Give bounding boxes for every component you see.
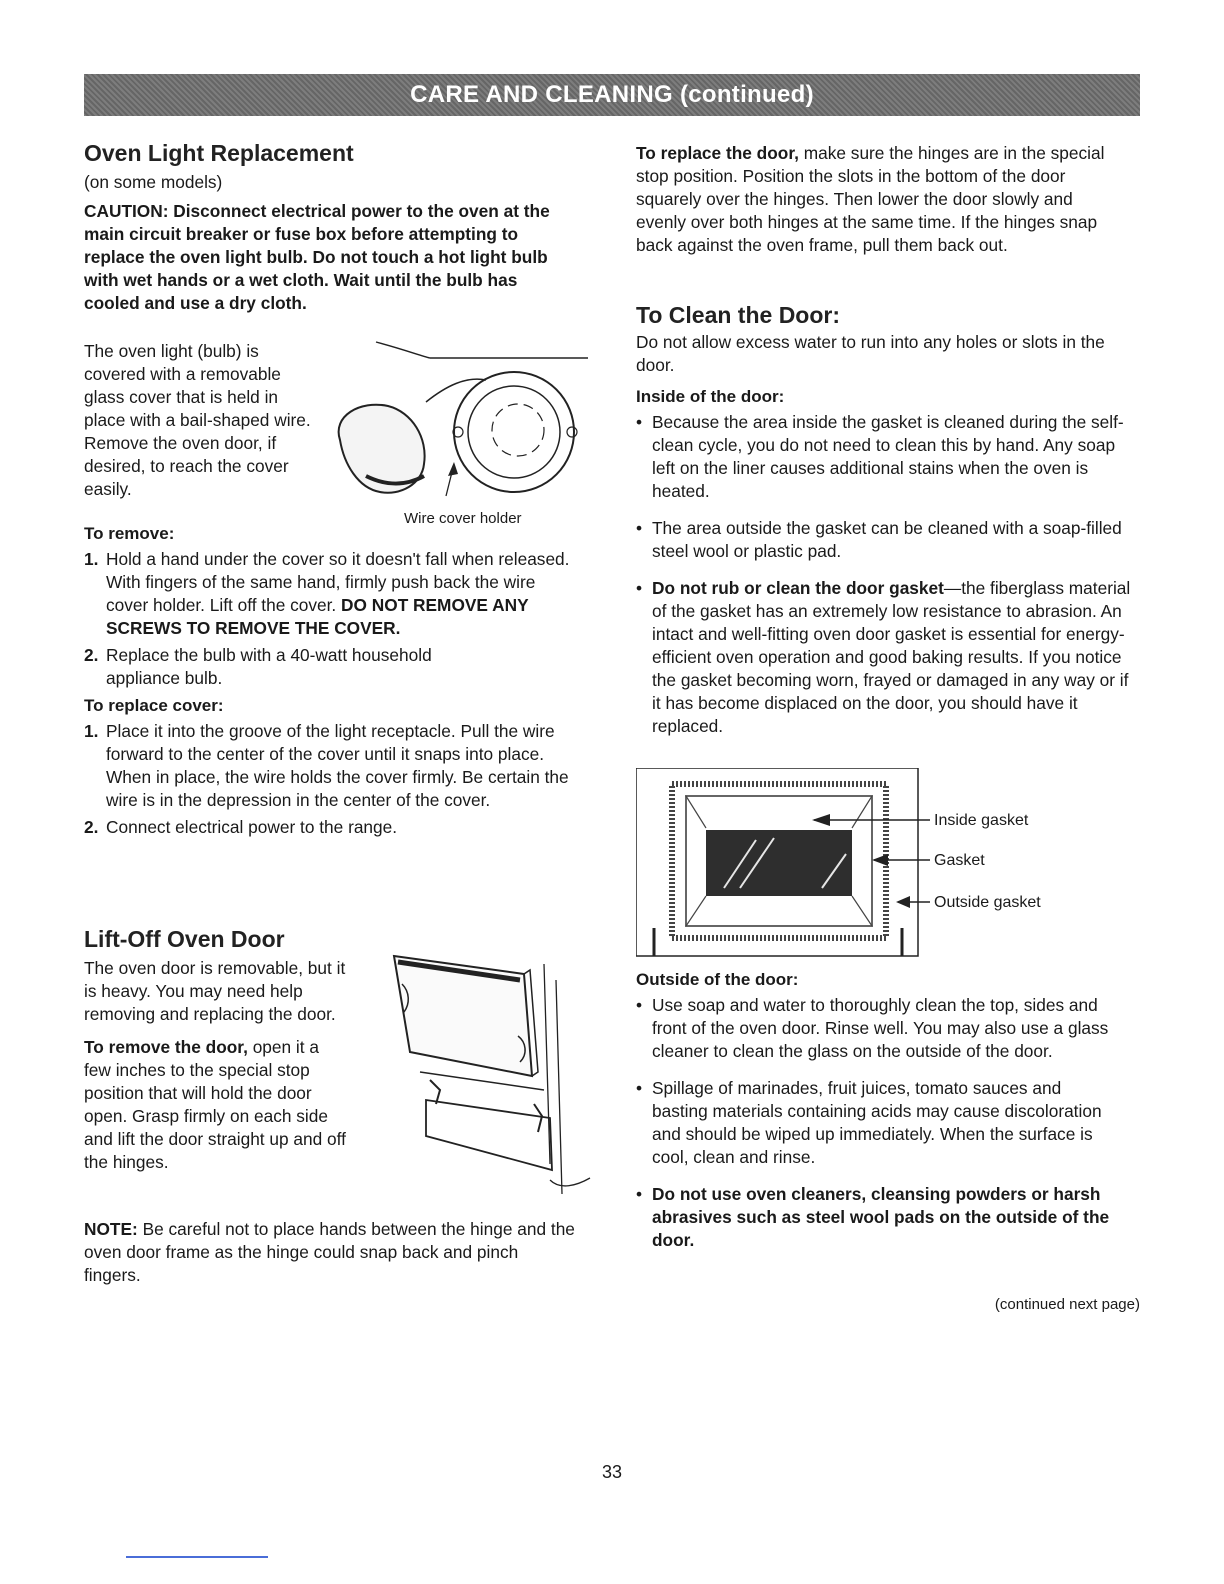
outside-door-heading: Outside of the door: xyxy=(636,970,799,989)
item-text: Spillage of marinades, fruit juices, tomato sauces and basting materials containing acids may cause discoloration and should be wiped up immediately. When the surface is cool, clean and rinse. xyxy=(652,1078,1102,1167)
to-remove-heading: To remove: xyxy=(84,524,175,543)
figure-frame-base xyxy=(550,1178,590,1186)
banner-title: CARE AND CLEANING (continued) xyxy=(410,81,814,108)
remove-door-lead: To remove the door, xyxy=(84,1037,248,1057)
figure-housing-line xyxy=(376,342,588,358)
lift-off-heading: Lift-Off Oven Door xyxy=(84,926,285,952)
outside-door-item xyxy=(636,994,1126,1063)
oven-door-figure xyxy=(380,940,594,1198)
section-banner xyxy=(84,74,1140,116)
caution-text: CAUTION: Disconnect electrical power to the oven at the main circuit breaker or fuse box before attempting to replace the oven light bulb. Do not touch a hot light bulb with wet hands or a wet cloth. Wait until the bulb has cooled and use a dry cloth. xyxy=(84,201,550,313)
step-text: Replace the bulb with a 40-watt household appliance bulb. xyxy=(106,645,432,688)
inside-door-list xyxy=(636,411,1140,738)
clean-door-section xyxy=(636,302,1140,752)
step-number: 2. xyxy=(84,817,99,837)
footer-line xyxy=(126,1556,268,1558)
inside-door-item xyxy=(636,411,1130,503)
lift-off-note xyxy=(84,1218,576,1287)
lift-off-note-block xyxy=(84,1218,576,1287)
remove-door-body: open it a few inches to the special stop position that will hold the door open. Grasp firmly on each side and lift the door straight up and off the hinges. xyxy=(84,1037,346,1172)
replace-step xyxy=(84,720,582,812)
item-text: The area outside the gasket can be cleaned with a soap-filled steel wool or plastic pad. xyxy=(652,518,1122,561)
item-text: Use soap and water to thoroughly clean the top, sides and front of the oven door. Rinse well. You may also use a glass cleaner to clean the glass on the outside of the door. xyxy=(652,995,1109,1061)
note-label: NOTE: xyxy=(84,1219,138,1239)
remove-step xyxy=(84,548,570,640)
figure-socket-outer xyxy=(454,372,574,492)
figure-socket-mid xyxy=(468,386,560,478)
inside-door-item xyxy=(636,517,1130,563)
outside-door-section xyxy=(636,964,1126,1266)
step-text: Place it into the groove of the light receptacle. Pull the wire forward to the center of the cover until it snaps into place. When in place, the wire holds the cover firmly. Be certain the wire is in the depression in the center of the cover. xyxy=(106,721,569,810)
inside-gasket-label: Inside gasket xyxy=(934,812,1029,829)
figure-hinge-right xyxy=(534,1104,542,1132)
figure-wire-holder xyxy=(426,379,486,402)
replace-steps xyxy=(84,720,584,839)
figure-arrowhead-outside xyxy=(896,896,910,908)
remove-steps xyxy=(84,548,584,690)
step-number: 1. xyxy=(84,549,99,569)
figure-wire-cover-holder-label: Wire cover holder xyxy=(404,510,522,527)
gasket-label: Gasket xyxy=(934,852,985,869)
step-number: 1. xyxy=(84,721,99,741)
page-number: 33 xyxy=(601,1462,623,1482)
step-warning: DO NOT REMOVE ANY SCREWS TO REMOVE THE COVER. xyxy=(106,595,529,638)
outside-door-item xyxy=(636,1077,1112,1169)
inside-door-heading: Inside of the door: xyxy=(636,387,785,406)
bulb-cover-figure xyxy=(326,336,588,532)
clean-door-heading: To Clean the Door: xyxy=(636,302,841,328)
item-bold: Do not use oven cleaners, cleansing powders or harsh abrasives such as steel wool pads on the outside of the door. xyxy=(652,1184,1110,1250)
lift-off-intro: The oven door is removable, but it is heavy. You may need help removing and replacing the door. xyxy=(84,958,346,1024)
figure-arrowhead-gasket xyxy=(872,854,888,866)
remove-step xyxy=(84,644,496,690)
outside-gasket-label: Outside gasket xyxy=(934,894,1041,911)
step-number: 2. xyxy=(84,645,99,665)
oven-light-heading: Oven Light Replacement xyxy=(84,140,354,166)
step-text: Connect electrical power to the range. xyxy=(106,817,398,837)
figure-window xyxy=(706,830,852,896)
lift-off-section xyxy=(84,926,346,1174)
figure-arrowhead xyxy=(448,462,458,476)
inside-door-item xyxy=(636,577,1140,738)
figure-arrowhead-inside xyxy=(812,814,830,826)
step-text: Hold a hand under the cover so it doesn't fall when released. With fingers of the same hand, firmly push back the wire cover holder. Lift off the cover. xyxy=(106,549,570,615)
oven-light-intro-block xyxy=(84,340,324,501)
outside-door-list xyxy=(636,994,1126,1252)
item-text: —the fiberglass material of the gasket has an extremely low resistance to abrasion. An intact and well-fitting oven door gasket is essential for energy-efficient oven operation and good baking results. If you notice the gasket becoming worn, frayed or damaged in any way or if it has become displaced on the door, you should have it replaced. xyxy=(652,578,1131,736)
figure-oven-drawer xyxy=(426,1100,552,1170)
replace-door-block xyxy=(636,142,1122,257)
remove-cover-block xyxy=(84,518,584,843)
item-text: Because the area inside the gasket is cleaned during the self-clean cycle, you do not need to clean this by hand. Any soap left on the liner causes additional stains when the oven is heated. xyxy=(652,412,1124,501)
figure-screw-right xyxy=(567,427,577,437)
oven-light-intro: The oven light (bulb) is covered with a removable glass cover that is held in place with a bail-shaped wire. Remove the oven door, if desired, to reach the cover easily. xyxy=(84,341,311,499)
note-text: Be careful not to place hands between the hinge and the oven door frame as the hinge could snap back and pinch fingers. xyxy=(84,1219,575,1285)
gasket-figure xyxy=(636,768,1096,960)
replace-door-body: make sure the hinges are in the special stop position. Position the slots in the bottom of the door squarely over the hinges. Then lower the door slowly and evenly over both hinges at the same time. If the hinges snap back against the oven frame, pull them back out. xyxy=(636,143,1105,255)
replace-door-lead: To replace the door, xyxy=(636,143,799,163)
figure-frame-side xyxy=(544,964,562,1194)
replace-door-text xyxy=(636,142,1122,257)
replace-step xyxy=(84,816,584,839)
oven-light-subheading: (on some models) xyxy=(84,172,223,192)
clean-door-intro: Do not allow excess water to run into any holes or slots in the door. xyxy=(636,332,1105,375)
oven-light-section xyxy=(84,140,584,315)
to-replace-cover-heading: To replace cover: xyxy=(84,696,224,715)
lift-off-remove-text xyxy=(84,1036,346,1174)
outside-door-item xyxy=(636,1183,1122,1252)
item-bold: Do not rub or clean the door gasket xyxy=(652,578,944,598)
figure-socket-inner xyxy=(492,404,544,456)
continued-note: (continued next page) xyxy=(994,1296,1140,1313)
